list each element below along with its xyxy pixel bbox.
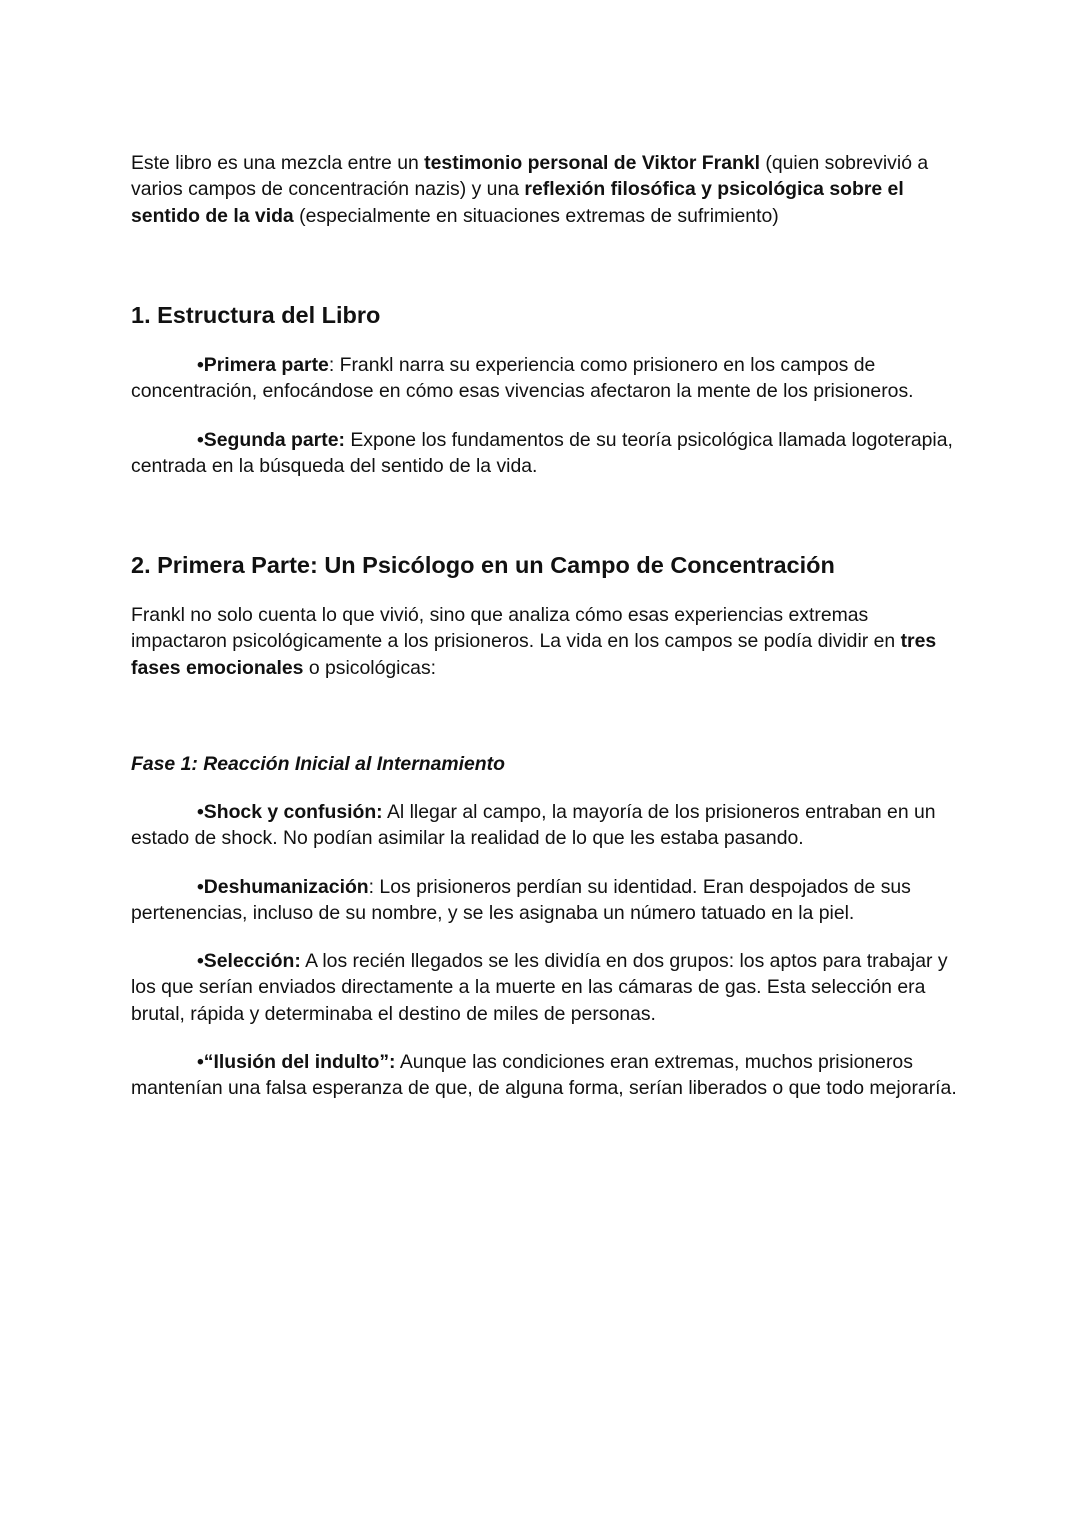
phase-heading: Fase 1: Reacción Inicial al Internamiento [131, 753, 505, 775]
bullet-seleccion: •Selección: A los recién llegados se les dividía en dos grupos: los aptos para trabajar y los que serían enviados directamente a la muerte en las cámaras de gas. Esta selección era brutal, rápida y determinaba el destino de miles de personas. [131, 950, 948, 1025]
section2-paragraph: Frankl no solo cuenta lo que vivió, sino que analiza cómo esas experiencias extremas impactaron psicológicamente a los prisioneros. La vida en los campos se podía dividir en tres fases emocionales o psicológicas: [131, 604, 937, 679]
intro-paragraph: Este libro es una mezcla entre un testimonio personal de Viktor Frankl (quien sobrevivió a varios campos de concentración nazis) y una reflexión filosófica y psicológica sobre el sentido de la vida (especialmente en situaciones extremas de sufrimiento) [131, 152, 929, 227]
section-heading-first-part: 2. Primera Parte: Un Psicólogo en un Campo de Concentración [131, 552, 835, 578]
bullet-shock: •Shock y confusión: Al llegar al campo, la mayoría de los prisioneros entraban en un estado de shock. No podían asimilar la realidad de lo que les estaba pasando. [131, 801, 936, 850]
bullet-deshumanizacion: •Deshumanización: Los prisioneros perdían su identidad. Eran despojados de sus pertenencias, incluso de su nombre, y se les asignaba un número tatuado en la piel. [131, 876, 911, 925]
bullet-segunda-parte: •Segunda parte: Expone los fundamentos de su teoría psicológica llamada logoterapia, centrada en la búsqueda del sentido de la vida. [131, 429, 953, 478]
bullet-primera-parte: •Primera parte: Frankl narra su experiencia como prisionero en los campos de concentración, enfocándose en cómo esas vivencias afectaron la mente de los prisioneros. [131, 354, 914, 403]
section-heading-structure: 1. Estructura del Libro [131, 302, 381, 328]
bullet-ilusion-indulto: •“Ilusión del indulto”: Aunque las condiciones eran extremas, muchos prisioneros mantenían una falsa esperanza de que, de alguna forma, serían liberados o que todo mejoraría. [131, 1051, 957, 1100]
